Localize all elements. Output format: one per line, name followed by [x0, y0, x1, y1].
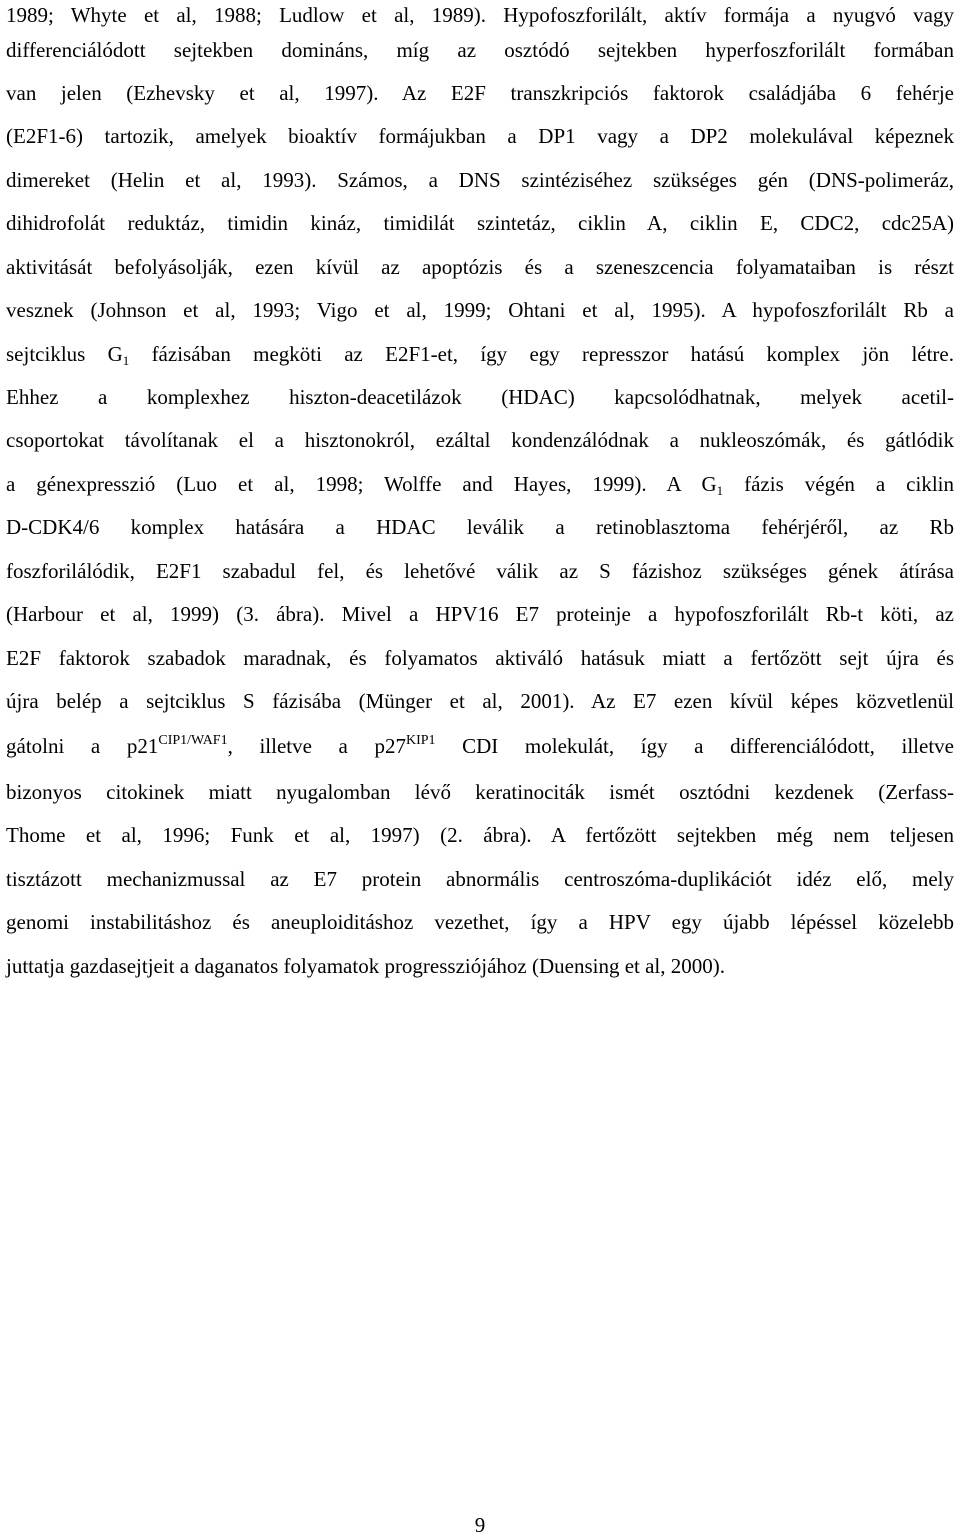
text-line: (Harbour et al, 1999) (3. ábra). Mivel a HPV16 E7 proteinje a hypofoszforilált Rb-t köti, az — [6, 602, 954, 626]
text-line: újra belép a sejtciklus S fázisába (Münger et al, 2001). Az E7 ezen kívül képes közvetlenül — [6, 689, 954, 713]
text-line: Ehhez a komplexhez hiszton-deacetilázok (HDAC) kapcsolódhatnak, melyek acetil- — [6, 385, 954, 409]
text-line: (E2F1-6) tartozik, amelyek bioaktív formájukban a DP1 vagy a DP2 molekulával képeznek — [6, 124, 954, 148]
subscript: 1 — [716, 483, 724, 498]
text-line: Thome et al, 1996; Funk et al, 1997) (2. ábra). A fertőzött sejtekben még nem teljesen — [6, 823, 954, 847]
page-number: 9 — [474, 1513, 486, 1537]
text-line: dimereket (Helin et al, 1993). Számos, a DNS szintéziséhez szükséges gén (DNS-polimeráz, — [6, 168, 954, 192]
text-line: E2F faktorok szabadok maradnak, és folyamatos aktiváló hatásuk miatt a fertőzött sejt újra és — [6, 646, 954, 670]
text-line: csoportokat távolítanak el a hisztonokról, ezáltal kondenzálódnak a nukleoszómák, és gátlódik — [6, 428, 954, 452]
text-line: foszforilálódik, E2F1 szabadul fel, és lehetővé válik az S fázishoz szükséges gének átírása — [6, 559, 954, 583]
text-line-last: juttatja gazdasejtjeit a daganatos folyamatok progressziójához (Duensing et al, 2000). — [6, 954, 726, 978]
subscript: 1 — [122, 353, 130, 368]
text-line: vesznek (Johnson et al, 1993; Vigo et al, 1999; Ohtani et al, 1995). A hypofoszforilált Rb a — [6, 298, 954, 322]
text-line: 1989; Whyte et al, 1988; Ludlow et al, 1989). Hypofoszforilált, aktív formája a nyugvó vagy — [6, 3, 954, 27]
text-line: aktivitását befolyásolják, ezen kívül az apoptózis és a szeneszcencia folyamataiban is részt — [6, 255, 954, 279]
text-line: tisztázott mechanizmussal az E7 protein abnormális centroszóma-duplikációt idéz elő, mely — [6, 867, 954, 891]
text-line: gátolni a $p21^{CIP1/WAF1}$, illetve a $p27^{KIP1}$ CDI molekulát, így a differenciálódott, illetve — [6, 733, 954, 758]
superscript: KIP1 — [405, 733, 436, 748]
text-line: bizonyos citokinek miatt nyugalomban lévő keratinociták ismét osztódni kezdenek (Zerfass- — [6, 780, 954, 804]
text-line: sejtciklus $G_1$ fázisában megköti az E2F1-et, így egy represszor hatású komplex jön létre. — [6, 342, 954, 368]
text-line: dihidrofolát reduktáz, timidin kináz, timidilát szintetáz, ciklin A, ciklin E, CDC2, cdc25A) — [6, 211, 954, 235]
text-line: genomi instabilitáshoz és aneuploiditáshoz vezethet, így a HPV egy újabb lépéssel közelebb — [6, 910, 954, 934]
superscript: CIP1/WAF1 — [158, 733, 228, 748]
text-line: van jelen (Ezhevsky et al, 1997). Az E2F transzkripciós faktorok családjába 6 fehérje — [6, 81, 954, 105]
text-line: differenciálódott sejtekben domináns, míg az osztódó sejtekben hyperfoszforilált formában — [6, 38, 954, 62]
text-line: a génexpresszió (Luo et al, 1998; Wolffe and Hayes, 1999). A $G_1$ fázis végén a ciklin — [6, 472, 954, 498]
text-line: D-CDK4/6 komplex hatására a HDAC leválik a retinoblasztoma fehérjéről, az Rb — [6, 515, 954, 539]
